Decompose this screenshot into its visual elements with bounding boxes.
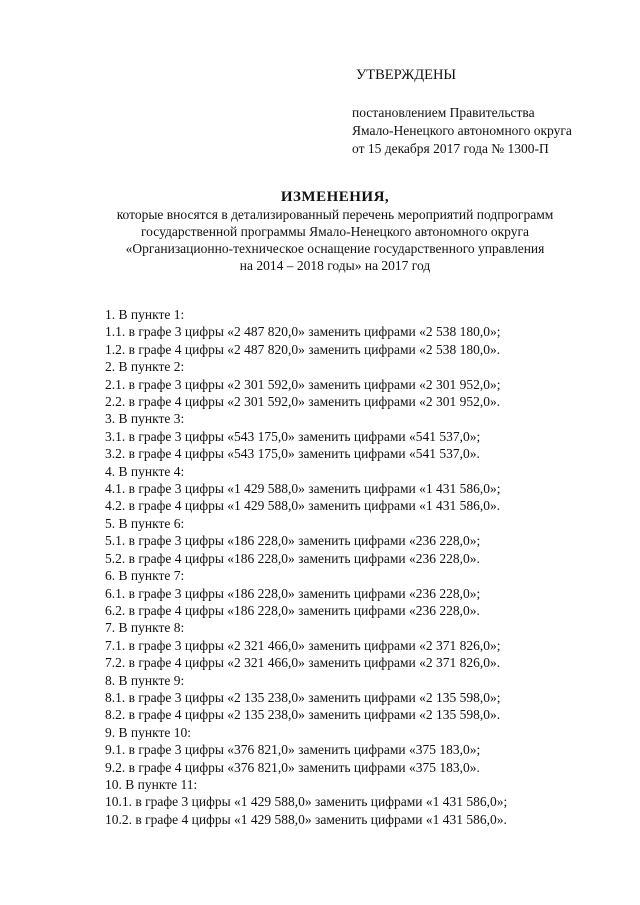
change-item: 7.2. в графе 4 цифры «2 321 466,0» заменить цифрами «2 371 826,0». xyxy=(105,655,501,671)
document-title: ИЗМЕНЕНИЯ, xyxy=(280,189,390,205)
change-item: 4.1. в графе 3 цифры «1 429 588,0» заменить цифрами «1 431 586,0»; xyxy=(105,481,501,497)
change-item: 5.1. в графе 3 цифры «186 228,0» заменить цифрами «236 228,0»; xyxy=(105,533,481,549)
subtitle-line: «Организационно-техническое оснащение государственного управления xyxy=(125,241,545,256)
change-item: 9.2. в графе 4 цифры «376 821,0» заменить цифрами «375 183,0». xyxy=(105,759,480,775)
changes-list xyxy=(105,306,605,828)
change-item: 9.1. в графе 3 цифры «376 821,0» заменить цифрами «375 183,0»; xyxy=(105,742,481,758)
change-item: 7. В пункте 8: xyxy=(105,620,185,636)
change-item: 10.1. в графе 3 цифры «1 429 588,0» заменить цифрами «1 431 586,0»; xyxy=(105,794,508,810)
approval-details xyxy=(352,104,622,158)
change-item: 5. В пункте 6: xyxy=(105,515,185,531)
change-item: 3.2. в графе 4 цифры «543 175,0» заменить цифрами «541 537,0». xyxy=(105,446,480,462)
subtitle-line: которые вносятся в детализированный перечень мероприятий подпрограмм xyxy=(116,207,554,222)
change-item: 6.2. в графе 4 цифры «186 228,0» заменить цифрами «236 228,0». xyxy=(105,602,480,618)
approval-line: от 15 декабря 2017 года № 1300-П xyxy=(352,141,549,156)
change-item: 8. В пункте 9: xyxy=(105,672,185,688)
change-item: 6.1. в графе 3 цифры «186 228,0» заменить цифрами «236 228,0»; xyxy=(105,585,481,601)
change-item: 1.1. в графе 3 цифры «2 487 820,0» заменить цифрами «2 538 180,0»; xyxy=(105,324,501,340)
change-item: 10.2. в графе 4 цифры «1 429 588,0» заменить цифрами «1 431 586,0». xyxy=(105,811,507,827)
change-item: 8.1. в графе 3 цифры «2 135 238,0» заменить цифрами «2 135 598,0»; xyxy=(105,689,501,705)
change-item: 4. В пункте 4: xyxy=(105,463,185,479)
change-item: 3. В пункте 3: xyxy=(105,411,185,427)
change-item: 1. В пункте 1: xyxy=(105,307,185,322)
subtitle-line: на 2014 – 2018 годы» на 2017 год xyxy=(239,258,431,273)
change-item: 3.1. в графе 3 цифры «543 175,0» заменить цифрами «541 537,0»; xyxy=(105,428,481,444)
approval-line: Ямало-Ненецкого автономного округа xyxy=(352,123,572,138)
change-item: 8.2. в графе 4 цифры «2 135 238,0» заменить цифрами «2 135 598,0». xyxy=(105,707,501,723)
change-item: 10. В пункте 11: xyxy=(105,776,198,792)
approval-title: УТВЕРЖДЕНЫ xyxy=(356,67,457,83)
change-item: 2. В пункте 2: xyxy=(105,359,185,375)
document-heading xyxy=(70,188,600,274)
change-item: 6. В пункте 7: xyxy=(105,568,185,584)
document-subtitle xyxy=(70,206,600,274)
change-item: 2.2. в графе 4 цифры «2 301 592,0» заменить цифрами «2 301 952,0». xyxy=(105,394,501,410)
approval-block xyxy=(352,66,622,158)
change-item: 9. В пункте 10: xyxy=(105,724,191,740)
change-item: 5.2. в графе 4 цифры «186 228,0» заменить цифрами «236 228,0». xyxy=(105,550,480,566)
change-item: 2.1. в графе 3 цифры «2 301 592,0» заменить цифрами «2 301 952,0»; xyxy=(105,376,501,392)
change-item: 7.1. в графе 3 цифры «2 321 466,0» заменить цифрами «2 371 826,0»; xyxy=(105,637,501,653)
subtitle-line: государственной программы Ямало-Ненецкого автономного округа xyxy=(140,224,530,239)
approval-line: постановлением Правительства xyxy=(352,105,535,120)
change-item: 4.2. в графе 4 цифры «1 429 588,0» заменить цифрами «1 431 586,0». xyxy=(105,498,501,514)
change-item: 1.2. в графе 4 цифры «2 487 820,0» заменить цифрами «2 538 180,0». xyxy=(105,341,501,357)
